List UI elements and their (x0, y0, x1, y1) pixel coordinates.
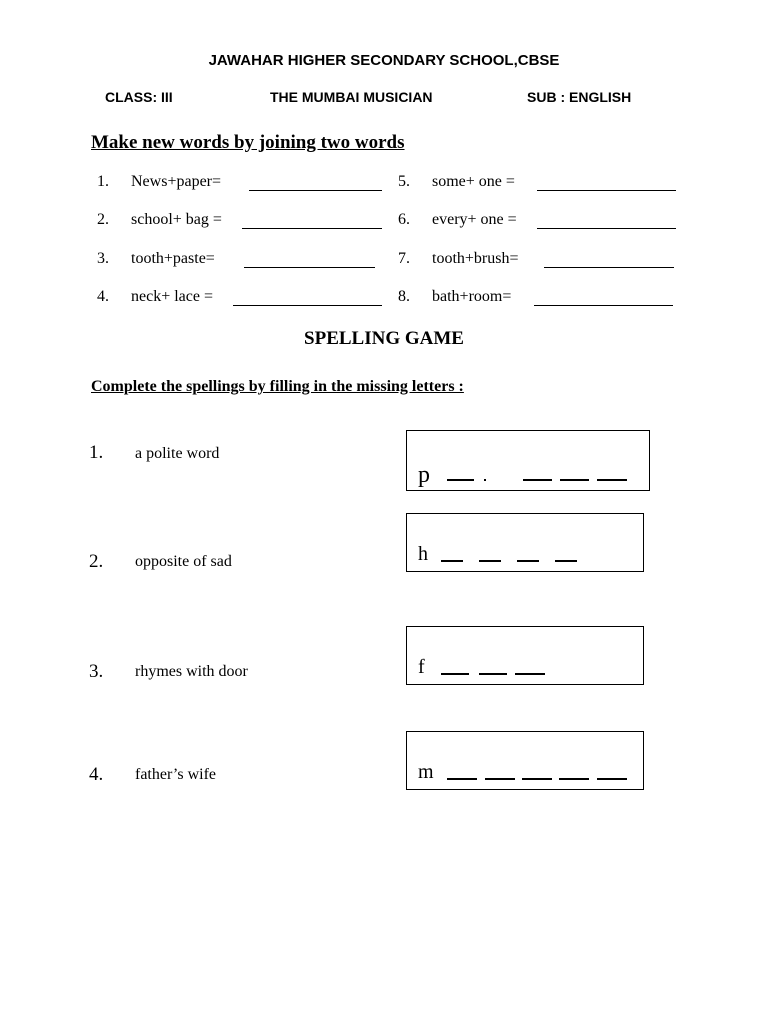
letter-blank[interactable] (441, 673, 469, 675)
letter-blank[interactable] (441, 560, 463, 562)
spelling-instruction: Complete the spellings by filling in the missing letters : (91, 378, 464, 395)
letter-blank[interactable] (447, 778, 477, 780)
letter-blank[interactable] (447, 479, 474, 481)
answer-line[interactable] (537, 228, 676, 229)
spelling-number: 4. (89, 764, 104, 785)
compound-section-title: Make new words by joining two words (91, 132, 405, 153)
question-text: News+paper= (131, 173, 222, 190)
compound-question (97, 211, 387, 233)
spelling-answer-box[interactable] (406, 430, 650, 491)
letter-blank[interactable] (517, 560, 539, 562)
question-text: bath+room= (432, 288, 512, 305)
spelling-clue: opposite of sad (135, 553, 232, 570)
letter-blank[interactable] (597, 479, 627, 481)
spelling-number: 3. (89, 661, 104, 682)
spelling-number: 2. (89, 551, 104, 572)
question-number: 7. (398, 250, 410, 267)
answer-line[interactable] (534, 305, 673, 306)
class-label: CLASS: III (105, 89, 173, 105)
given-letter: h (418, 543, 428, 565)
compound-question (97, 288, 387, 310)
question-number: 6. (398, 211, 410, 228)
letter-blank[interactable] (479, 560, 501, 562)
question-text: neck+ lace = (131, 288, 213, 305)
letter-blank[interactable] (522, 778, 552, 780)
given-letter: p (418, 462, 430, 488)
question-number: 1. (97, 173, 109, 190)
answer-line[interactable] (537, 190, 676, 191)
question-text: school+ bag = (131, 211, 222, 228)
spelling-answer-box[interactable] (406, 731, 644, 790)
spelling-clue: father’s wife (135, 766, 216, 783)
compound-question (398, 288, 688, 310)
school-name: JAWAHAR HIGHER SECONDARY SCHOOL,CBSE (208, 52, 560, 69)
question-text: some+ one = (432, 173, 515, 190)
spelling-section-title: SPELLING GAME (304, 328, 464, 349)
question-number: 2. (97, 211, 109, 228)
spelling-answer-box[interactable] (406, 626, 644, 685)
subject-label: SUB : ENGLISH (527, 89, 632, 105)
answer-line[interactable] (244, 267, 375, 268)
letter-dot (484, 479, 486, 481)
letter-blank[interactable] (555, 560, 577, 562)
question-number: 4. (97, 288, 109, 305)
answer-line[interactable] (233, 305, 382, 306)
question-number: 3. (97, 250, 109, 267)
answer-line[interactable] (242, 228, 382, 229)
question-text: every+ one = (432, 211, 517, 228)
compound-question (398, 250, 688, 272)
spelling-clue: a polite word (135, 445, 220, 462)
lesson-title: THE MUMBAI MUSICIAN (270, 89, 433, 105)
answer-line[interactable] (544, 267, 674, 268)
answer-line[interactable] (249, 190, 382, 191)
given-letter: f (418, 656, 425, 678)
question-number: 8. (398, 288, 410, 305)
compound-question (398, 173, 688, 195)
letter-blank[interactable] (485, 778, 515, 780)
spelling-number: 1. (89, 442, 104, 463)
compound-question (97, 250, 387, 272)
spelling-answer-box[interactable] (406, 513, 644, 572)
compound-question (398, 211, 688, 233)
given-letter: m (418, 761, 434, 783)
question-text: tooth+paste= (131, 250, 215, 267)
compound-question (97, 173, 387, 195)
letter-blank[interactable] (597, 778, 627, 780)
letter-blank[interactable] (479, 673, 507, 675)
question-number: 5. (398, 173, 410, 190)
letter-blank[interactable] (559, 778, 589, 780)
spelling-clue: rhymes with door (135, 663, 248, 680)
letter-blank[interactable] (560, 479, 589, 481)
letter-blank[interactable] (523, 479, 552, 481)
question-text: tooth+brush= (432, 250, 519, 267)
letter-blank[interactable] (515, 673, 545, 675)
